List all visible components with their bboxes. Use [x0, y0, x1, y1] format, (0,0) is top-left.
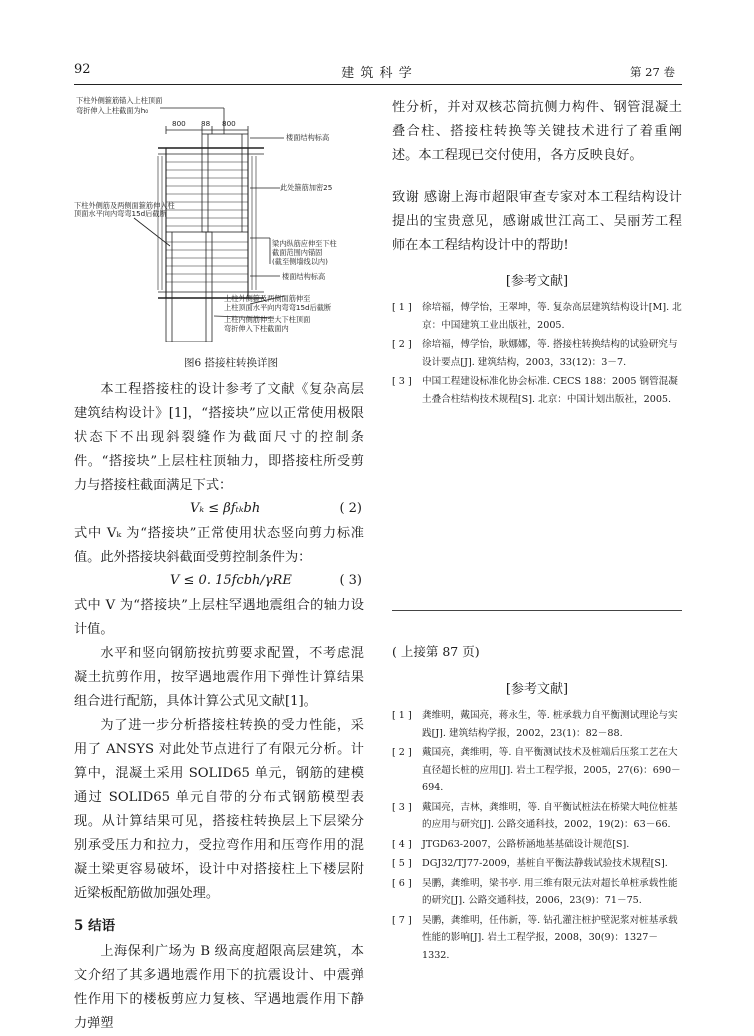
fig-label-10: 楼面结构标高: [282, 272, 326, 281]
reference-text: JTGD63-2007，公路桥涵地基基础设计规范[S].: [422, 838, 630, 850]
page-number: 92: [74, 62, 91, 77]
reference-text: 徐培福，傅学怡，王翠坤，等. 复杂高层建筑结构设计[M]. 北京：中国建筑工业出版社，2005.: [422, 302, 682, 331]
reference-number: [ 2 ]: [392, 339, 412, 350]
reference-text: 中国工程建设标准化协会标准. CECS 188：2005 钢管混凝土叠合柱结构技术规程[S]. 北京：中国计划出版社，2005.: [422, 376, 678, 405]
reference-number: [ 7 ]: [392, 914, 412, 926]
left-paragraph-6: 上海保利广场为 B 级高度超限高层建筑，本文介绍了其多遇地震作用下的抗震设计、中震弹性作用下的楼板剪应力复核、罕遇地震作用下静力弹塑: [74, 944, 364, 1031]
reference-item: [392, 799, 682, 834]
fig-dim-3: 800: [222, 119, 236, 128]
fig-dim-2: 88: [201, 119, 211, 128]
equation-2: [74, 498, 364, 522]
reference-text: 徐培福，傅学怡，耿娜娜，等. 搭接柱转换结构的试验研究与设计要点[J]. 建筑结构，2003，33(12)：3－7.: [422, 339, 678, 368]
reference-item: [392, 707, 682, 742]
equation-2-number: ( 2): [339, 501, 362, 516]
fig-label-6: 顶面水平向内弯弯15d后截断: [74, 209, 167, 218]
header-rule: [74, 84, 682, 85]
fig-label-5: 下柱外侧筋及两侧面箍筋伸入柱: [74, 201, 175, 210]
reference-number: [ 1 ]: [392, 302, 412, 313]
fig-label-2: 弯折伸入上柱截面为h₀: [76, 106, 149, 115]
right-column-bottom: [392, 642, 682, 966]
left-paragraph-5: 为了进一步分析搭接柱转换的受力性能，采用了 ANSYS 对此处节点进行了有限元分析。计算中，混凝土采用 SOLID65 单元，钢筋的建模通过 SOLID65 单元自带的分布式钢筋模型表现。从计算结果可见，搭接柱转换层上下层梁分别承受压力和拉力，受拉弯作用和压弯作用的混凝土梁更容易破坏，设计中对搭接柱上下楼层附近梁板配筋做加强处理。: [74, 718, 364, 901]
fig-label-8: 截面范围内锚固: [272, 248, 323, 257]
journal-title: 建 筑 科 学: [341, 66, 413, 81]
fig-label-7: 梁内纵筋应伸至下柱: [272, 239, 337, 248]
reference-number: [ 1 ]: [392, 710, 412, 721]
fig-label-4: 此处箍筋加密25: [280, 183, 333, 192]
left-column: [74, 378, 364, 1036]
reference-number: [ 3 ]: [392, 801, 412, 813]
right-column-top: [392, 96, 682, 410]
equation-2-body: Vₖ ≤ βfₜₖbh: [190, 501, 261, 516]
acknowledgement: 致谢 感谢上海市超限审查专家对本工程结构设计提出的宝贵意见，感谢戚世江高工、吴丽芳工程师在本工程结构设计中的帮助!: [392, 190, 682, 253]
references-title-2: [参考文献]: [505, 682, 569, 697]
fig-label-12: 上柱顶面水平向内弯弯15d后截断: [224, 303, 332, 312]
reference-text: 吴鹏，龚维明，梁书亭. 用三维有限元法对超长单桩承载性能的研究[J]. 公路交通科技，2006，23(9)：71－75.: [422, 877, 678, 906]
fig-label-3: 楼面结构标高: [286, 133, 330, 142]
left-paragraph-4: 水平和竖向钢筋按抗剪要求配置，不考虑混凝土抗剪作用，按罕遇地震作用下弹性计算结果组合进行配筋，具体计算公式见文献[1]。: [74, 646, 364, 709]
left-paragraph-3: 式中 V 为“搭接块”上层柱罕遇地震组合的轴力设计值。: [74, 598, 364, 637]
left-paragraph-1: 本工程搭接柱的设计参考了文献《复杂高层建筑结构设计》[1]，“搭接块”应以正常使用极限状态下不出现斜裂缝作为截面尺寸的控制条件。“搭接块”上层柱柱顶轴力，即搭接柱所受剪力与搭接柱截面满足下式：: [74, 382, 364, 493]
fig-label-9: (截至侧墙线以内): [272, 257, 328, 266]
fig-dim-1: 800: [172, 119, 186, 128]
equation-3-number: ( 3): [339, 573, 362, 588]
reference-item: [392, 299, 682, 334]
reference-item: [392, 336, 682, 371]
continued-from: ( 上接第 87 页): [392, 644, 480, 659]
left-paragraph-2: 式中 Vₖ 为“搭接块”正常使用状态竖向剪力标准值。此外搭接块斜截面受剪控制条件为：: [74, 526, 364, 565]
reference-item: [392, 836, 682, 854]
reference-text: 戴国亮，龚维明，等. 自平衡测试技术及桩端后压浆工艺在大直径超长桩的应用[J]. 岩土工程学报，2005，27(6)：690－694.: [422, 747, 681, 793]
reference-number: [ 3 ]: [392, 376, 412, 387]
fig-label-14: 弯折伸入下柱截面内: [224, 324, 289, 333]
equation-3: [74, 570, 364, 594]
column-divider: [392, 610, 682, 611]
reference-text: DGJ32/TJ77-2009，基桩自平衡法静载试验技术规程[S].: [422, 858, 668, 869]
figure-6-drawing: [74, 96, 374, 342]
reference-item: [392, 912, 682, 965]
reference-item: [392, 373, 682, 408]
reference-item: [392, 875, 682, 910]
reference-item: [392, 855, 682, 873]
fig-label-11: 上柱外侧箍及两侧面筋伸至: [224, 294, 311, 303]
reference-number: [ 5 ]: [392, 858, 412, 869]
fig-label-13: 上柱内侧筋伸至大下柱顶面: [224, 315, 311, 324]
figure-caption: 图6 搭接柱转换详图: [184, 357, 279, 369]
right-paragraph-1: 性分析，并对双核芯筒抗侧力构件、钢管混凝土叠合柱、搭接柱转换等关键技术进行了着重阐述。本工程现已交付使用，各方反映良好。: [392, 100, 682, 163]
reference-number: [ 2 ]: [392, 747, 412, 758]
references-title: [参考文献]: [505, 274, 569, 289]
reference-item: [392, 744, 682, 797]
reference-number: [ 4 ]: [392, 838, 412, 850]
section-5-heading: 5 结语: [74, 918, 116, 934]
reference-list-2: [392, 707, 682, 964]
reference-list-1: [392, 299, 682, 408]
volume-label: 第 27 卷: [630, 65, 675, 79]
reference-text: 吴鹏，龚维明，任伟新，等. 钻孔灌注桩护壁泥浆对桩基承载性能的影响[J]. 岩土工程学报，2008，30(9)：1327－1332.: [422, 914, 678, 961]
reference-number: [ 6 ]: [392, 877, 412, 889]
fig-label-1: 下柱外侧箍筋锚入上柱顶面: [76, 96, 163, 105]
equation-3-body: V ≤ 0. 15fcbh/γRE: [170, 573, 292, 588]
reference-text: 戴国亮，吉林，龚维明，等. 自平衡试桩法在桥梁大吨位桩基的应用与研究[J]. 公路交通科技，2002，19(2)：63－66.: [422, 801, 678, 830]
reference-text: 龚维明，戴国亮，蒋永生，等. 桩承载力自平衡测试理论与实践[J]. 建筑结构学报，2002，23(1)：82－88.: [422, 710, 678, 739]
